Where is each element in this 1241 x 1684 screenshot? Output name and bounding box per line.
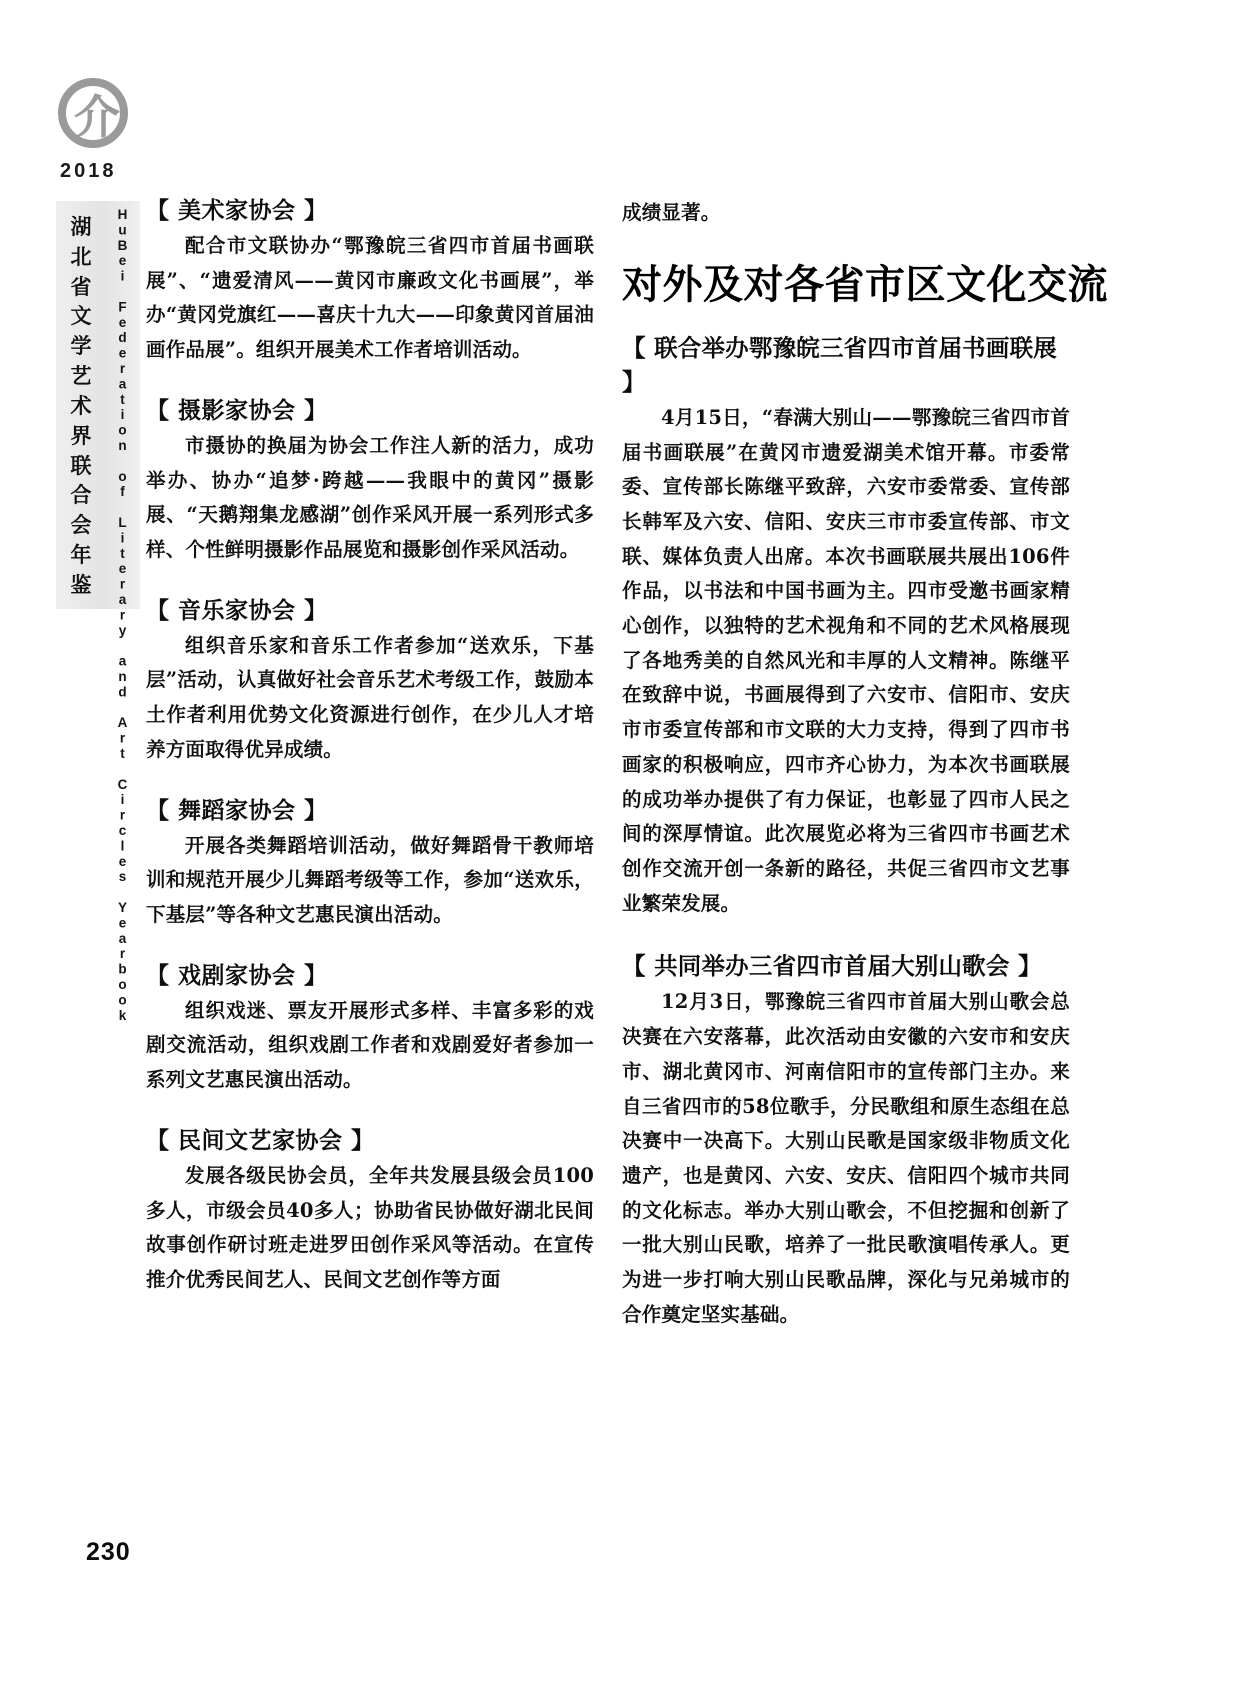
article-heading: 【 联合举办鄂豫皖三省四市首届书画联展 】: [622, 333, 1057, 396]
article-joint-calligraphy-exhibition: [622, 331, 1070, 922]
section-musicians-association: [146, 596, 594, 768]
section-heading: 【 舞蹈家协会 】: [146, 797, 328, 824]
vertical-title-char: 北: [70, 244, 92, 269]
section-heading: 【 民间文艺家协会 】: [146, 1127, 375, 1154]
main-section-heading: 对外及对各省市区文化交流: [622, 261, 1108, 308]
yearbook-logo-icon: [58, 78, 136, 156]
right-text-column: [622, 196, 1108, 1332]
section-body: 市摄协的换届为协会工作注人新的活力，成功举办、协办“追梦·跨越——我眼中的黄冈”摄影展、“天鹅翔集龙感湖”创作采风开展一系列形式多样、个性鲜明摄影作品展览和摄影创作采风活动。: [146, 433, 594, 562]
vertical-title-char: 省: [70, 274, 92, 299]
vertical-title-char: 学: [70, 334, 92, 359]
section-body: 组织音乐家和音乐工作者参加“送欢乐，下基层”活动，认真做好社会音乐艺术考级工作，鼓励本土作者利用优势文化资源进行创作，在少儿人才培养方面取得优异成绩。: [146, 633, 594, 761]
section-body: 开展各类舞蹈培训活动，做好舞蹈骨干教师培训和规范开展少儿舞蹈考级等工作，参加“送欢乐，下基层”等各种文艺惠民演出活动。: [146, 833, 594, 927]
section-dancers-association: [146, 796, 594, 933]
vertical-title-char: 界: [70, 423, 92, 448]
vertical-title-char: 年: [70, 542, 92, 567]
vertical-title-char: 鉴: [70, 572, 92, 597]
article-body: 12月3日，鄂豫皖三省四市首届大别山歌会总决赛在六安落幕，此次活动由安徽的六安市和安庆市、湖北黄冈市、河南信阳市的宣传部门主办。来自三省四市的58位歌手，分民歌组和原生态组在总决赛中一决高下。大别山民歌是国家级非物质文化遗产，也是黄冈、六安、安庆、信阳四个城市共同的文化标志。举办大别山歌会，不但挖掘和创新了一批大别山民歌，培养了一批民歌演唱传承人。更为进一步打响大别山民歌品牌，深化与兄弟城市的合作奠定坚实基础。: [622, 990, 1070, 1326]
page-number: 230: [86, 1538, 131, 1566]
section-photographers-association: [146, 396, 594, 568]
section-dramatists-association: [146, 961, 594, 1098]
vertical-title-char: 会: [70, 513, 92, 538]
section-heading: 【 美术家协会 】: [146, 198, 328, 224]
vertical-title-char: 联: [70, 453, 92, 478]
vertical-title-char: 湖: [70, 215, 92, 239]
vertical-title-cn: [64, 213, 98, 601]
vertical-title-en: HuBei Federation of Literary and Art Circles Yearbook: [115, 207, 130, 1024]
vertical-title-char: 合: [70, 483, 92, 508]
left-text-column: [146, 196, 594, 1298]
section-heading: 【 音乐家协会 】: [146, 597, 328, 624]
section-body: 组织戏迷、票友开展形式多样、丰富多彩的戏剧交流活动，组织戏剧工作者和戏剧爱好者参加一系列文艺惠民演出活动。: [146, 998, 594, 1092]
vertical-title-cn-text: [64, 213, 98, 601]
margin-sidebar: [52, 78, 144, 1024]
vertical-title-band: [56, 201, 140, 1024]
continuation-text: 成绩显著。: [622, 201, 721, 224]
section-body: 发展各级民协会员，全年共发展县级会员100多人，市级会员40多人；协助省民协做好湖北民间故事创作研讨班走进罗田创作采风等活动。在宣传推介优秀民间艺人、民间文艺创作等方面: [146, 1163, 594, 1292]
section-body: 配合市文联协办“鄂豫皖三省四市首届书画联展”、“遗爱清风——黄冈市廉政文化书画展”，举办“黄冈党旗红——喜庆十九大——印象黄冈首届油画作品展”。组织开展美术工作者培训活动。: [146, 234, 594, 362]
section-fine-arts-association: [146, 196, 594, 368]
logo-glyph: 介: [74, 90, 120, 144]
vertical-title-char: 艺: [70, 364, 92, 389]
article-heading: 【 共同举办三省四市首届大别山歌会 】: [622, 952, 1042, 981]
article-dabieshan-song-festival: [622, 949, 1070, 1332]
section-heading: 【 摄影家协会 】: [146, 397, 328, 424]
section-folk-literature-association: [146, 1126, 594, 1298]
article-body: 4月15日，“春满大别山——鄂豫皖三省四市首届书画联展”在黄冈市遗爱湖美术馆开幕。市委常委、宣传部长陈继平致辞，六安市委常委、宣传部长韩军及六安、信阳、安庆三市市委宣传部、市文联、媒体负责人出席。本次书画联展共展出106件作品，以书法和中国书画为主。四市受邀书画家精心创作，以独特的艺术视角和不同的艺术风格展现了各地秀美的自然风光和丰厚的人文精神。陈继平在致辞中说，书画展得到了六安市、信阳市、安庆市市委宣传部和市文联的大力支持，得到了四市书画家的积极响应，四市齐心协力，为本次书画联展的成功举办提供了有力保证，也彰显了四市人民之间的深厚情谊。此次展览必将为三省四市书画艺术创作交流开创一条新的路径，共促三省四市文艺事业繁荣发展。: [622, 405, 1070, 915]
vertical-title-char: 文: [70, 304, 92, 329]
logo-year: 2018: [60, 160, 117, 182]
vertical-title-char: 术: [70, 393, 92, 418]
section-heading: 【 戏剧家协会 】: [146, 962, 328, 989]
